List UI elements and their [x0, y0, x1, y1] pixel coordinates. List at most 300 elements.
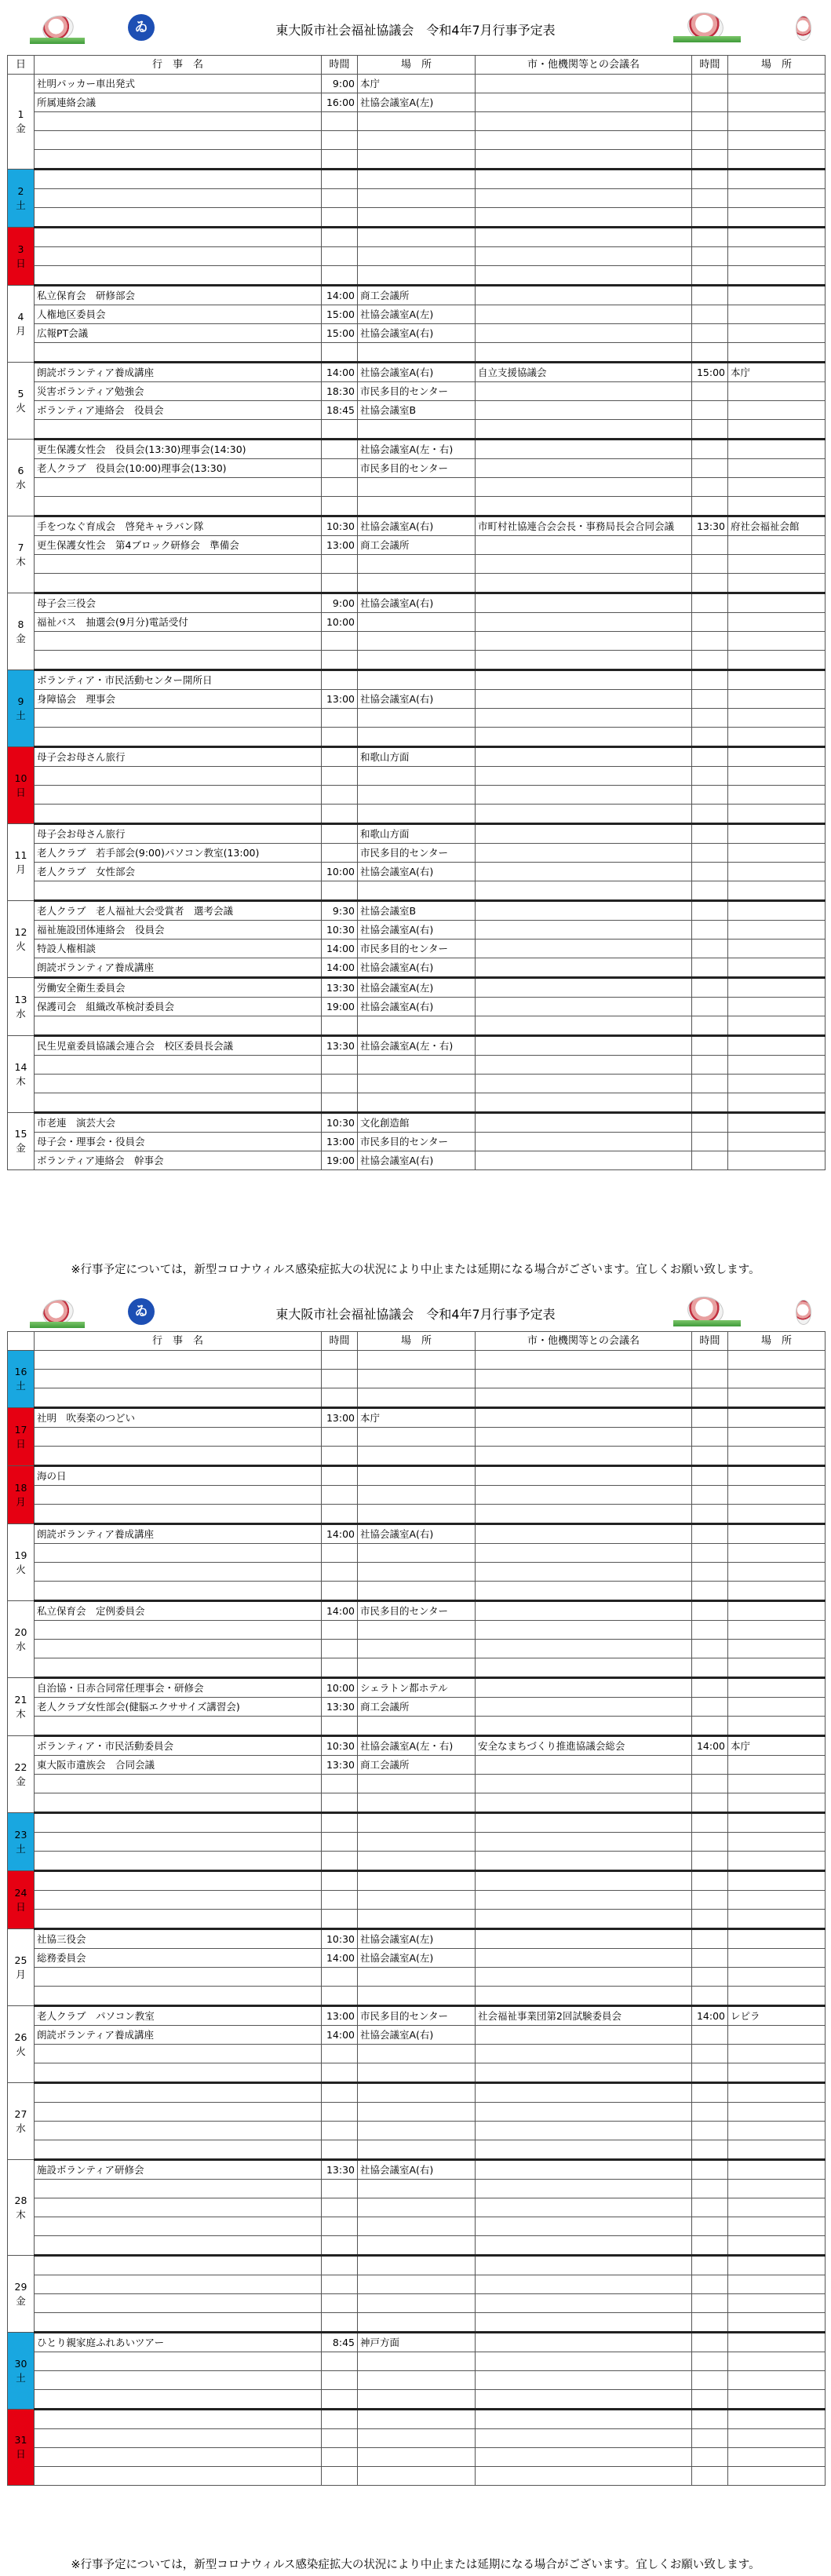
- day-label: 24 日: [14, 1886, 27, 1913]
- place2-cell: [728, 1075, 826, 1093]
- place-cell: 社協会議室A(左・右): [358, 1036, 476, 1056]
- place2-cell: [728, 1133, 826, 1151]
- time-cell: [322, 1852, 358, 1871]
- place-cell: 商工会議所: [358, 1756, 476, 1775]
- place2-cell: [728, 1486, 826, 1505]
- day-label: 31 日: [14, 2434, 27, 2460]
- event-cell: ボランティア・市民活動センター開所日: [35, 670, 322, 690]
- day-label: 8 金: [16, 618, 26, 644]
- time-cell: [322, 1505, 358, 1524]
- time-cell: [322, 1640, 358, 1658]
- event-cell: 労働安全衛生委員会: [35, 978, 322, 998]
- time-cell: [322, 266, 358, 286]
- table-row: [8, 75, 826, 93]
- event-cell: [35, 2256, 322, 2275]
- day-cell: [8, 1601, 35, 1678]
- place-cell: [358, 574, 476, 593]
- event-cell: [35, 555, 322, 574]
- meeting-cell: [476, 440, 692, 459]
- day-label: 10 日: [14, 772, 27, 798]
- table-row: [8, 555, 826, 574]
- time-cell: [322, 2256, 358, 2275]
- place-cell: 社協会議室A(左): [358, 305, 476, 324]
- place-cell: [358, 1968, 476, 1987]
- day-cell: [8, 1678, 35, 1736]
- place2-cell: [728, 593, 826, 613]
- place2-cell: [728, 690, 826, 709]
- place2-cell: [728, 1466, 826, 1486]
- table-row: [8, 401, 826, 420]
- meeting-cell: [476, 1524, 692, 1544]
- time-cell: 14:00: [322, 363, 358, 382]
- day-cell: [8, 1113, 35, 1170]
- meeting-cell: [476, 2448, 692, 2467]
- place-cell: [358, 2371, 476, 2390]
- place-cell: 社協会議室A(右): [358, 998, 476, 1016]
- place-cell: [358, 2122, 476, 2140]
- time-cell: [322, 420, 358, 440]
- table-row: [8, 1717, 826, 1736]
- meeting-cell: [476, 1466, 692, 1486]
- time-cell: 10:30: [322, 516, 358, 536]
- table-row: [8, 2410, 826, 2429]
- time2-cell: [692, 1910, 728, 1929]
- event-cell: 老人クラブ 女性部会: [35, 863, 322, 881]
- time2-cell: [692, 420, 728, 440]
- schedule-table: [7, 55, 826, 1170]
- place-cell: [358, 2275, 476, 2294]
- header-row: [8, 56, 826, 75]
- place2-cell: [728, 189, 826, 208]
- event-cell: [35, 1563, 322, 1582]
- place2-cell: [728, 440, 826, 459]
- time-cell: [322, 632, 358, 651]
- place-cell: [358, 1093, 476, 1113]
- time-cell: 10:00: [322, 1678, 358, 1698]
- place-cell: [358, 1486, 476, 1505]
- place-cell: [358, 343, 476, 363]
- place-cell: [358, 1447, 476, 1466]
- place-cell: 社協会議室A(右): [358, 1151, 476, 1170]
- day-cell: [8, 2083, 35, 2160]
- time2-cell: [692, 593, 728, 613]
- place-cell: [358, 1640, 476, 1658]
- time-cell: 13:30: [322, 1698, 358, 1717]
- table-row: [8, 363, 826, 382]
- place2-cell: 本庁: [728, 1736, 826, 1756]
- place-cell: [358, 632, 476, 651]
- place2-cell: [728, 1852, 826, 1871]
- time2-cell: [692, 2256, 728, 2275]
- place-cell: 市民多目的センター: [358, 844, 476, 863]
- meeting-cell: [476, 93, 692, 112]
- place2-cell: [728, 2467, 826, 2486]
- place2-cell: [728, 1756, 826, 1775]
- time-cell: 13:00: [322, 690, 358, 709]
- header-row: [8, 1332, 826, 1351]
- meeting-cell: [476, 1968, 692, 1987]
- place-cell: [358, 1793, 476, 1813]
- place-cell: [358, 2352, 476, 2371]
- day-label: 15 金: [14, 1128, 27, 1154]
- place-cell: [358, 1544, 476, 1563]
- meeting-cell: [476, 1929, 692, 1949]
- day-label: 6 水: [16, 464, 26, 491]
- table-row: [8, 440, 826, 459]
- table-row: [8, 1929, 826, 1949]
- meeting-cell: [476, 1075, 692, 1093]
- place2-cell: [728, 1447, 826, 1466]
- day-cell: [8, 1929, 35, 2006]
- time-cell: [322, 1093, 358, 1113]
- time-cell: [322, 651, 358, 670]
- event-cell: [35, 2313, 322, 2333]
- event-cell: [35, 1891, 322, 1910]
- time2-cell: [692, 93, 728, 112]
- place-cell: 社協会議室A(左・右): [358, 1736, 476, 1756]
- place-cell: 市民多目的センター: [358, 1601, 476, 1621]
- place-cell: 商工会議所: [358, 536, 476, 555]
- meeting-cell: [476, 266, 692, 286]
- time2-cell: [692, 881, 728, 901]
- table-row: [8, 940, 826, 958]
- meeting-cell: [476, 2256, 692, 2275]
- table-row: [8, 1447, 826, 1466]
- table-row: [8, 2026, 826, 2045]
- time2-cell: [692, 1968, 728, 1987]
- event-cell: [35, 2045, 322, 2063]
- time-cell: 18:30: [322, 382, 358, 401]
- meeting-cell: [476, 2083, 692, 2103]
- time2-cell: [692, 747, 728, 767]
- meeting-cell: 社会福祉事業団第2回試験委員会: [476, 2006, 692, 2026]
- meeting-cell: [476, 863, 692, 881]
- time-cell: [322, 1544, 358, 1563]
- time-cell: [322, 2198, 358, 2217]
- time-cell: [322, 2045, 358, 2063]
- day-cell: [8, 901, 35, 978]
- place2-cell: [728, 112, 826, 131]
- event-cell: [35, 2352, 322, 2371]
- time-cell: [322, 1056, 358, 1075]
- meeting-cell: [476, 1113, 692, 1133]
- rugby-ball-icon: [796, 1300, 811, 1325]
- time2-cell: [692, 1658, 728, 1678]
- table-row: [8, 863, 826, 881]
- time2-cell: [692, 75, 728, 93]
- place2-cell: [728, 2294, 826, 2313]
- meeting-cell: [476, 247, 692, 266]
- meeting-cell: [476, 2467, 692, 2486]
- table-row: [8, 1016, 826, 1036]
- place2-cell: [728, 767, 826, 786]
- place2-cell: [728, 1910, 826, 1929]
- event-cell: [35, 189, 322, 208]
- time-cell: 19:00: [322, 998, 358, 1016]
- time-cell: [322, 2410, 358, 2429]
- time2-cell: [692, 632, 728, 651]
- time-cell: [322, 1466, 358, 1486]
- time2-cell: [692, 189, 728, 208]
- time2-cell: [692, 1813, 728, 1833]
- place2-cell: [728, 2198, 826, 2217]
- place-cell: [358, 1871, 476, 1891]
- time2-cell: [692, 978, 728, 998]
- time2-cell: [692, 497, 728, 516]
- meeting-cell: [476, 112, 692, 131]
- day-cell: [8, 2410, 35, 2486]
- time2-cell: [692, 1775, 728, 1793]
- meeting-cell: [476, 2236, 692, 2256]
- event-cell: [35, 786, 322, 805]
- time-cell: 16:00: [322, 93, 358, 112]
- time-cell: [322, 247, 358, 266]
- event-cell: ボランティア・市民活動委員会: [35, 1736, 322, 1756]
- place2-cell: [728, 881, 826, 901]
- meeting-cell: [476, 1698, 692, 1717]
- place2-cell: [728, 2448, 826, 2467]
- table-row: [8, 536, 826, 555]
- place-cell: [358, 1658, 476, 1678]
- schedule-page-2: [0, 1284, 831, 2571]
- day-label: 30 土: [14, 2357, 27, 2384]
- place2-cell: [728, 632, 826, 651]
- time-cell: 13:00: [322, 2006, 358, 2026]
- time-cell: [322, 2122, 358, 2140]
- event-cell: [35, 2122, 322, 2140]
- table-row: [8, 2352, 826, 2371]
- day-label: 2 土: [16, 184, 26, 211]
- place-cell: [358, 1075, 476, 1093]
- place2-cell: [728, 1428, 826, 1447]
- time2-cell: [692, 208, 728, 228]
- meeting-cell: [476, 1505, 692, 1524]
- place-cell: [358, 266, 476, 286]
- event-cell: [35, 478, 322, 497]
- event-cell: [35, 1871, 322, 1891]
- table-row: [8, 459, 826, 478]
- day-cell: [8, 1351, 35, 1408]
- meeting-cell: [476, 1871, 692, 1891]
- meeting-cell: [476, 1775, 692, 1793]
- event-cell: 自治協・日赤合同常任理事会・研修会: [35, 1678, 322, 1698]
- time-cell: [322, 786, 358, 805]
- time-cell: [322, 2103, 358, 2122]
- time-cell: 14:00: [322, 1949, 358, 1968]
- table-row: [8, 1871, 826, 1891]
- time2-cell: [692, 1113, 728, 1133]
- grass-decoration: [673, 1320, 741, 1326]
- table-row: [8, 1813, 826, 1833]
- time-cell: [322, 228, 358, 247]
- page-title: 東大阪市社会福祉協議会 令和4年7月行事予定表: [275, 1307, 556, 1322]
- event-cell: [35, 228, 322, 247]
- time-cell: [322, 844, 358, 863]
- place2-cell: [728, 1891, 826, 1910]
- time2-cell: [692, 2236, 728, 2256]
- time-cell: [322, 1891, 358, 1910]
- time-cell: [322, 709, 358, 728]
- place-cell: 社協会議室A(右): [358, 2026, 476, 2045]
- time-cell: [322, 824, 358, 844]
- event-cell: [35, 131, 322, 150]
- table-row: [8, 632, 826, 651]
- event-cell: 福祉施設団体連絡会 役員会: [35, 921, 322, 940]
- place2-cell: [728, 2217, 826, 2236]
- place2-cell: [728, 1949, 826, 1968]
- time2-cell: [692, 863, 728, 881]
- place-cell: [358, 2217, 476, 2236]
- grass-decoration: [30, 38, 85, 44]
- place2-cell: [728, 1151, 826, 1170]
- header-city-meeting: 市・他機関等との会議名: [476, 1332, 692, 1351]
- table-row: [8, 1833, 826, 1852]
- header-place2: 場 所: [728, 1332, 826, 1351]
- place-cell: [358, 555, 476, 574]
- day-label: 11 月: [14, 848, 27, 875]
- meeting-cell: [476, 536, 692, 555]
- place-cell: [358, 2045, 476, 2063]
- place-cell: 商工会議所: [358, 286, 476, 305]
- place2-cell: [728, 1793, 826, 1813]
- event-cell: 更生保護女性会 役員会(13:30)理事会(14:30): [35, 440, 322, 459]
- day-cell: [8, 440, 35, 516]
- place2-cell: [728, 1408, 826, 1428]
- meeting-cell: [476, 651, 692, 670]
- place2-cell: [728, 786, 826, 805]
- time2-cell: [692, 921, 728, 940]
- day-cell: [8, 2333, 35, 2410]
- table-row: [8, 958, 826, 978]
- table-row: [8, 2275, 826, 2294]
- day-cell: [8, 286, 35, 363]
- place-cell: [358, 1466, 476, 1486]
- day-cell: [8, 670, 35, 747]
- place-cell: 本庁: [358, 75, 476, 93]
- time2-cell: [692, 1563, 728, 1582]
- table-row: [8, 1544, 826, 1563]
- meeting-cell: [476, 767, 692, 786]
- table-row: [8, 2294, 826, 2313]
- time2-cell: [692, 901, 728, 921]
- event-cell: [35, 1968, 322, 1987]
- place2-cell: [728, 709, 826, 728]
- table-row: [8, 2256, 826, 2275]
- event-cell: 特設人権相談: [35, 940, 322, 958]
- table-row: [8, 497, 826, 516]
- time2-cell: [692, 324, 728, 343]
- time-cell: 18:45: [322, 401, 358, 420]
- time-cell: [322, 459, 358, 478]
- time2-cell: [692, 1678, 728, 1698]
- time-cell: [322, 1871, 358, 1891]
- time2-cell: [692, 1075, 728, 1093]
- place2-cell: [728, 2122, 826, 2140]
- footnote: ※行事予定については，新型コロナウィルス感染症拡大の状況により中止または延期になる場合がございます。宜しくお願い致します。: [71, 2559, 760, 2571]
- table-row: [8, 208, 826, 228]
- event-cell: 母子会お母さん旅行: [35, 747, 322, 767]
- time-cell: [322, 1717, 358, 1736]
- time2-cell: 14:00: [692, 2006, 728, 2026]
- time-cell: [322, 208, 358, 228]
- place-cell: [358, 805, 476, 824]
- day-label: 3 日: [16, 243, 26, 269]
- time-cell: [322, 2352, 358, 2371]
- place2-cell: [728, 2410, 826, 2429]
- table-row: [8, 2236, 826, 2256]
- time-cell: [322, 2140, 358, 2160]
- event-cell: [35, 343, 322, 363]
- event-cell: [35, 2217, 322, 2236]
- place2-cell: [728, 844, 826, 863]
- table-row: [8, 2140, 826, 2160]
- place-cell: [358, 2180, 476, 2198]
- event-cell: [35, 497, 322, 516]
- place-cell: 和歌山方面: [358, 824, 476, 844]
- day-label: 23 土: [14, 1828, 27, 1855]
- place2-cell: [728, 2275, 826, 2294]
- place2-cell: [728, 2333, 826, 2352]
- day-label: 25 月: [14, 1954, 27, 1980]
- place-cell: 市民多目的センター: [358, 1133, 476, 1151]
- event-cell: [35, 150, 322, 170]
- table-row: [8, 324, 826, 343]
- meeting-cell: [476, 1987, 692, 2006]
- time2-cell: [692, 2103, 728, 2122]
- meeting-cell: [476, 613, 692, 632]
- place-cell: 商工会議所: [358, 1698, 476, 1717]
- time2-cell: [692, 1093, 728, 1113]
- meeting-cell: [476, 1852, 692, 1871]
- place2-cell: [728, 978, 826, 998]
- place2-cell: [728, 998, 826, 1016]
- place2-cell: [728, 1093, 826, 1113]
- time2-cell: [692, 1408, 728, 1428]
- table-row: [8, 131, 826, 150]
- time2-cell: [692, 343, 728, 363]
- place-cell: [358, 1370, 476, 1388]
- place2-cell: [728, 2352, 826, 2371]
- meeting-cell: [476, 690, 692, 709]
- event-cell: 朗読ボランティア養成講座: [35, 363, 322, 382]
- meeting-cell: [476, 497, 692, 516]
- header-place2: 場 所: [728, 56, 826, 75]
- header-time2: 時間: [692, 56, 728, 75]
- meeting-cell: [476, 1891, 692, 1910]
- meeting-cell: [476, 1833, 692, 1852]
- event-cell: [35, 1016, 322, 1036]
- time2-cell: [692, 2140, 728, 2160]
- page-header: [0, 0, 831, 55]
- meeting-cell: [476, 1582, 692, 1601]
- place2-cell: [728, 2083, 826, 2103]
- event-cell: 老人クラブ 役員会(10:00)理事会(13:30): [35, 459, 322, 478]
- meeting-cell: [476, 459, 692, 478]
- time2-cell: [692, 998, 728, 1016]
- event-cell: 広報PT会議: [35, 324, 322, 343]
- meeting-cell: [476, 978, 692, 998]
- place-cell: 本庁: [358, 1408, 476, 1428]
- time2-cell: 14:00: [692, 1736, 728, 1756]
- time-cell: [322, 1388, 358, 1408]
- meeting-cell: [476, 208, 692, 228]
- place-cell: [358, 208, 476, 228]
- place-cell: [358, 2429, 476, 2448]
- table-row: [8, 824, 826, 844]
- event-cell: [35, 2390, 322, 2410]
- table-row: [8, 2448, 826, 2467]
- place-cell: [358, 170, 476, 189]
